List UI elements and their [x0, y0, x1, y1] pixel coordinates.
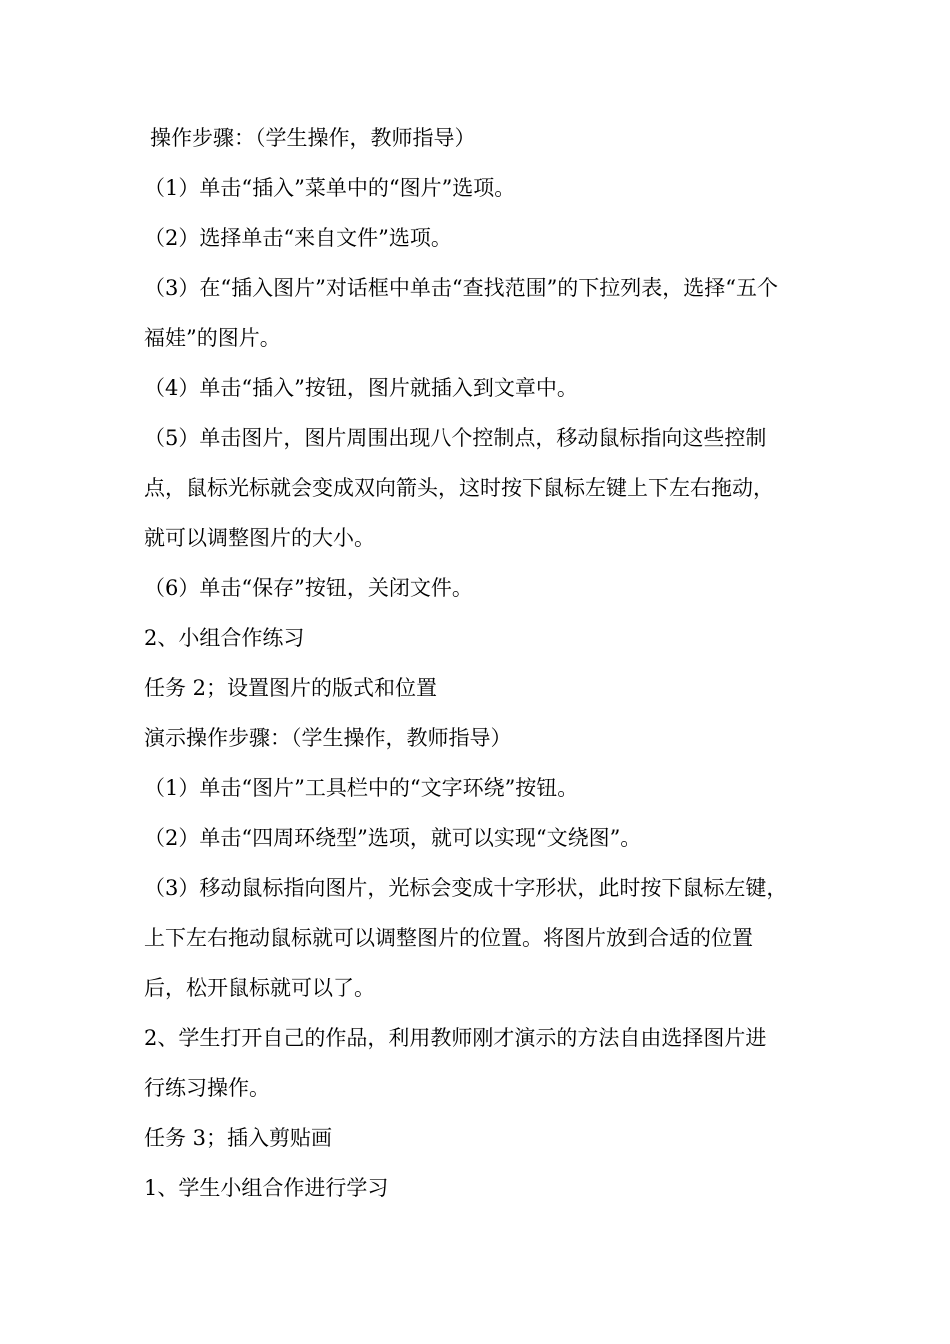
- paragraph-line: （5）单击图片，图片周围出现八个控制点，移动鼠标指向这些控制: [144, 426, 767, 450]
- paragraph-line: 行练习操作。: [144, 1076, 270, 1100]
- step-heading: 操作步骤：（学生操作，教师指导）: [150, 126, 476, 150]
- paragraph-line: 2、学生打开自己的作品，利用教师刚才演示的方法自由选择图片进: [144, 1026, 767, 1050]
- paragraph-line: 福娃”的图片。: [144, 326, 281, 350]
- task-heading: 任务 2；设置图片的版式和位置: [144, 676, 438, 700]
- section-heading: 2、小组合作练习: [144, 626, 305, 650]
- paragraph-line: 后，松开鼠标就可以了。: [144, 976, 375, 1000]
- paragraph-line: （3）在“插入图片”对话框中单击“查找范围”的下拉列表，选择“五个: [144, 276, 779, 300]
- paragraph-line: （3）移动鼠标指向图片，光标会变成十字形状，此时按下鼠标左键，: [144, 876, 788, 900]
- step-heading: 演示操作步骤：（学生操作，教师指导）: [144, 726, 512, 750]
- paragraph-line: 上下左右拖动鼠标就可以调整图片的位置。将图片放到合适的位置: [144, 926, 753, 950]
- document-body: [144, 113, 808, 1213]
- paragraph-line: 就可以调整图片的大小。: [144, 526, 375, 550]
- section-heading: 1、学生小组合作进行学习: [144, 1176, 389, 1200]
- paragraph-line: （1）单击“图片”工具栏中的“文字环绕”按钮。: [144, 776, 579, 800]
- paragraph-line: （2）选择单击“来自文件”选项。: [144, 226, 452, 250]
- paragraph-line: （6）单击“保存”按钮，关闭文件。: [144, 576, 473, 600]
- task-heading: 任务 3；插入剪贴画: [144, 1126, 333, 1150]
- paragraph-line: （1）单击“插入”菜单中的“图片”选项。: [144, 176, 516, 200]
- paragraph-line: 点，鼠标光标就会变成双向箭头，这时按下鼠标左键上下左右拖动，: [144, 476, 774, 500]
- paragraph-line: （4）单击“插入”按钮，图片就插入到文章中。: [144, 376, 578, 400]
- paragraph-line: （2）单击“四周环绕型”选项，就可以实现“文绕图”。: [144, 826, 642, 850]
